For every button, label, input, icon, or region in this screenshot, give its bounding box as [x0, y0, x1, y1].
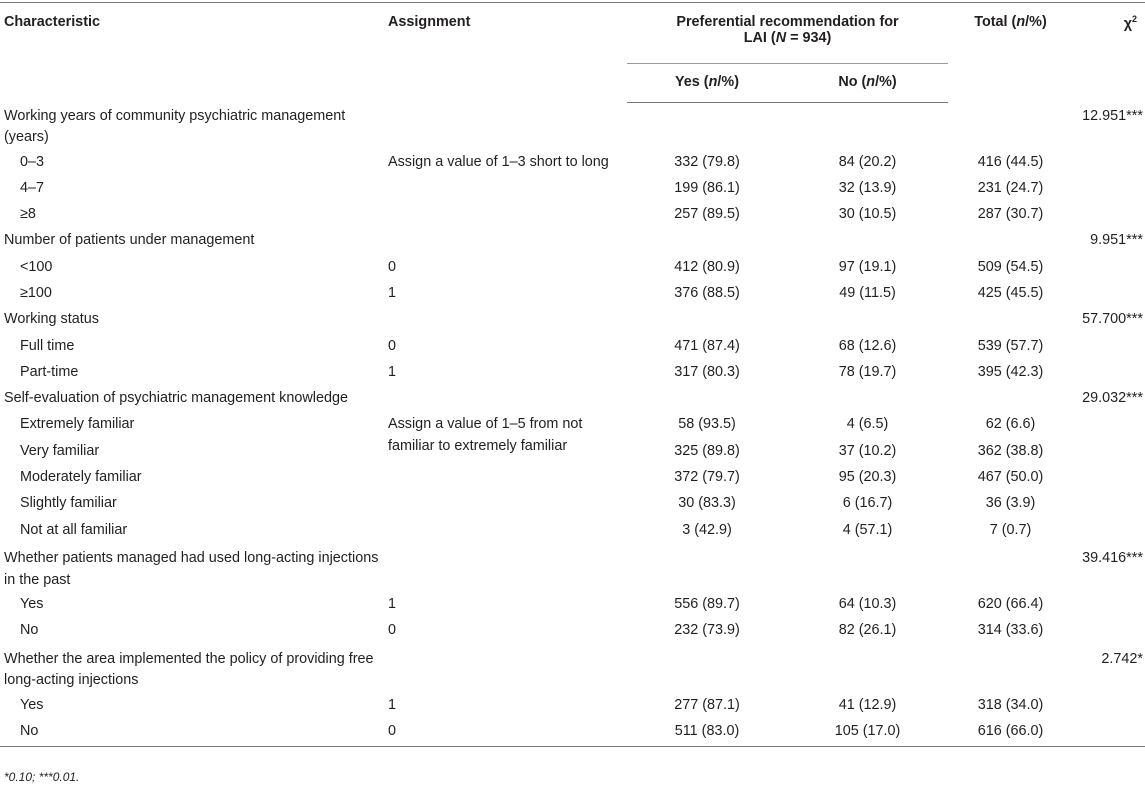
empty-cell	[627, 646, 787, 694]
assignment-value	[384, 177, 627, 203]
item-row	[0, 492, 1145, 518]
chi-square-value: 57.700***	[1082, 311, 1143, 328]
empty-cell	[627, 545, 787, 593]
chi-square-value: 9.951***	[1090, 232, 1143, 249]
item-row	[0, 413, 1145, 439]
table-footnote: *0.10; ***0.01.	[4, 770, 80, 784]
empty-cell	[787, 545, 948, 593]
empty-cell	[1073, 720, 1145, 746]
item-label: Yes	[20, 696, 44, 713]
assignment-value: 0	[384, 720, 627, 746]
no-count: 68 (12.6)	[838, 337, 897, 354]
group-label: Working status	[4, 311, 99, 328]
group-row	[0, 387, 1145, 413]
empty-cell	[1073, 282, 1145, 308]
empty-cell	[384, 545, 627, 593]
no-count: 84 (20.2)	[838, 153, 897, 170]
assignment-value	[384, 203, 627, 229]
empty-cell	[1073, 413, 1145, 439]
item-row	[0, 177, 1145, 203]
total-count: 7 (0.7)	[989, 521, 1032, 538]
yes-count: 471 (87.4)	[674, 337, 740, 354]
assignment-value: 1	[388, 284, 397, 301]
assignment-value: 1	[388, 595, 397, 612]
empty-cell	[1073, 361, 1145, 387]
empty-cell	[1073, 619, 1145, 645]
item-row	[0, 256, 1145, 282]
group-label: Self-evaluation of psychiatric management knowledge	[4, 390, 348, 407]
empty-cell	[948, 308, 1073, 334]
item-row	[0, 361, 1145, 387]
total-count: 362 (38.8)	[977, 442, 1044, 459]
yes-count: 277 (87.1)	[674, 696, 740, 713]
header-preferential-recommendation: Preferential recommendation for LAI (N = 934)	[627, 3, 948, 63]
empty-cell	[627, 103, 787, 151]
empty-cell	[948, 387, 1073, 413]
no-count: 64 (10.3)	[838, 595, 897, 612]
header-characteristic: Characteristic	[0, 3, 384, 103]
yes-count: 332 (79.8)	[674, 153, 740, 170]
empty-cell	[384, 103, 627, 151]
header-no: No (n/%)	[838, 73, 897, 90]
item-label: ≥8	[20, 206, 36, 223]
empty-cell	[1073, 519, 1145, 545]
assignment-value	[384, 413, 627, 455]
empty-cell	[1073, 151, 1145, 177]
empty-cell	[787, 387, 948, 413]
header-assignment: Assignment	[384, 3, 627, 103]
yes-count: 317 (80.3)	[674, 363, 740, 380]
empty-cell	[948, 229, 1073, 255]
empty-cell	[1073, 593, 1145, 619]
group-row	[0, 308, 1145, 334]
empty-cell	[787, 103, 948, 151]
empty-cell	[384, 387, 627, 413]
empty-cell	[787, 646, 948, 694]
yes-count: 511 (83.0)	[627, 720, 787, 746]
total-count: 318 (34.0)	[977, 696, 1044, 713]
yes-count: 556 (89.7)	[674, 595, 740, 612]
assignment-value: Assign a value of 1–3 short to long	[388, 153, 609, 170]
empty-cell	[1073, 466, 1145, 492]
chi-square-value: 2.742*	[1101, 650, 1143, 667]
chi-square-value: 29.032***	[1082, 390, 1143, 407]
assignment-value: 1	[388, 696, 397, 713]
assignment-value: Assign a value of 1–5 from not familiar to extremely familiar	[388, 416, 583, 455]
assignment-value: 0	[388, 622, 397, 639]
empty-cell	[948, 646, 1073, 694]
item-label: <100	[20, 258, 53, 275]
item-row	[0, 282, 1145, 308]
empty-cell	[1073, 256, 1145, 282]
total-count: 231 (24.7)	[977, 179, 1044, 196]
item-row	[0, 335, 1145, 361]
empty-cell	[1073, 203, 1145, 229]
item-row	[0, 151, 1145, 177]
empty-cell	[384, 308, 627, 334]
yes-count: 58 (93.5)	[678, 416, 736, 433]
no-count: 6 (16.7)	[842, 495, 893, 512]
empty-cell	[384, 646, 627, 694]
no-count: 78 (19.7)	[838, 363, 897, 380]
yes-count: 232 (73.9)	[674, 622, 740, 639]
item-label: 0–3	[20, 153, 45, 170]
item-label: Slightly familiar	[20, 495, 117, 512]
table-header	[0, 3, 1145, 103]
total-count: 287 (30.7)	[977, 206, 1044, 223]
chi-square-value: 39.416***	[1082, 549, 1143, 566]
no-count: 37 (10.2)	[838, 442, 897, 459]
assignment-value: 0	[388, 258, 397, 275]
data-table	[0, 2, 1145, 747]
item-label: No	[0, 720, 384, 746]
chi-square-value: 12.951***	[1082, 107, 1143, 124]
empty-cell	[1073, 694, 1145, 720]
item-row	[0, 619, 1145, 645]
empty-cell	[948, 545, 1073, 593]
empty-cell	[1073, 492, 1145, 518]
item-row	[0, 466, 1145, 492]
yes-count: 376 (88.5)	[674, 284, 740, 301]
no-count: 105 (17.0)	[787, 720, 948, 746]
item-label: Not at all familiar	[20, 521, 128, 538]
item-label: Yes	[20, 595, 44, 612]
empty-cell	[627, 308, 787, 334]
total-count: 314 (33.6)	[977, 622, 1044, 639]
item-row	[0, 720, 1145, 746]
item-label: 4–7	[20, 179, 45, 196]
empty-cell	[787, 229, 948, 255]
no-count: 49 (11.5)	[839, 284, 896, 301]
no-count: 97 (19.1)	[838, 258, 897, 275]
assignment-value	[384, 492, 627, 518]
empty-cell	[627, 229, 787, 255]
group-row	[0, 545, 1145, 593]
no-count: 95 (20.3)	[838, 469, 897, 486]
empty-cell	[1073, 177, 1145, 203]
no-count: 82 (26.1)	[838, 622, 897, 639]
yes-count: 30 (83.3)	[678, 495, 736, 512]
no-count: 4 (57.1)	[842, 521, 893, 538]
item-label: Part-time	[20, 363, 79, 380]
total-count: 509 (54.5)	[977, 258, 1044, 275]
group-label: Working years of community psychiatric management (years)	[4, 107, 346, 146]
total-count: 416 (44.5)	[977, 153, 1044, 170]
group-label: Whether patients managed had used long-acting injections in the past	[4, 549, 379, 588]
item-row	[0, 519, 1145, 545]
empty-cell	[384, 229, 627, 255]
group-row	[0, 646, 1145, 694]
yes-count: 257 (89.5)	[674, 206, 740, 223]
empty-cell	[1073, 440, 1145, 466]
total-count: 467 (50.0)	[977, 469, 1044, 486]
yes-count: 412 (80.9)	[674, 258, 740, 275]
group-row	[0, 103, 1145, 151]
table-body	[0, 103, 1145, 747]
header-yes: Yes (n/%)	[675, 73, 739, 90]
group-label: Whether the area implemented the policy of providing free long-acting injections	[4, 650, 374, 689]
item-label: Very familiar	[20, 442, 100, 459]
total-count: 36 (3.9)	[985, 495, 1036, 512]
empty-cell	[948, 103, 1073, 151]
total-count: 616 (66.0)	[948, 720, 1073, 746]
no-count: 4 (6.5)	[846, 416, 889, 433]
header-chi-square: $\chi^2$	[1073, 3, 1145, 103]
group-row	[0, 229, 1145, 255]
assignment-value	[384, 519, 627, 545]
item-label: No	[20, 622, 39, 639]
yes-count: 3 (42.9)	[682, 521, 732, 538]
yes-count: 372 (79.7)	[674, 469, 740, 486]
total-count: 62 (6.6)	[985, 416, 1036, 433]
empty-cell	[1073, 335, 1145, 361]
empty-cell	[787, 308, 948, 334]
item-label: ≥100	[20, 284, 52, 301]
group-label: Number of patients under management	[4, 232, 255, 249]
total-count: 395 (42.3)	[977, 363, 1044, 380]
item-row	[0, 203, 1145, 229]
no-count: 30 (10.5)	[838, 206, 897, 223]
header-total: Total (n/%)	[948, 3, 1073, 103]
item-label: Moderately familiar	[20, 469, 142, 486]
item-row	[0, 694, 1145, 720]
yes-count: 199 (86.1)	[674, 179, 740, 196]
total-count: 539 (57.7)	[977, 337, 1044, 354]
item-row	[0, 593, 1145, 619]
assignment-value	[384, 466, 627, 492]
empty-cell	[627, 387, 787, 413]
no-count: 32 (13.9)	[838, 179, 897, 196]
total-count: 425 (45.5)	[977, 284, 1044, 301]
assignment-value: 1	[388, 363, 397, 380]
assignment-value: 0	[388, 337, 397, 354]
total-count: 620 (66.4)	[977, 595, 1044, 612]
item-label: Full time	[20, 337, 75, 354]
item-label: Extremely familiar	[20, 416, 135, 433]
yes-count: 325 (89.8)	[674, 442, 740, 459]
no-count: 41 (12.9)	[838, 696, 897, 713]
